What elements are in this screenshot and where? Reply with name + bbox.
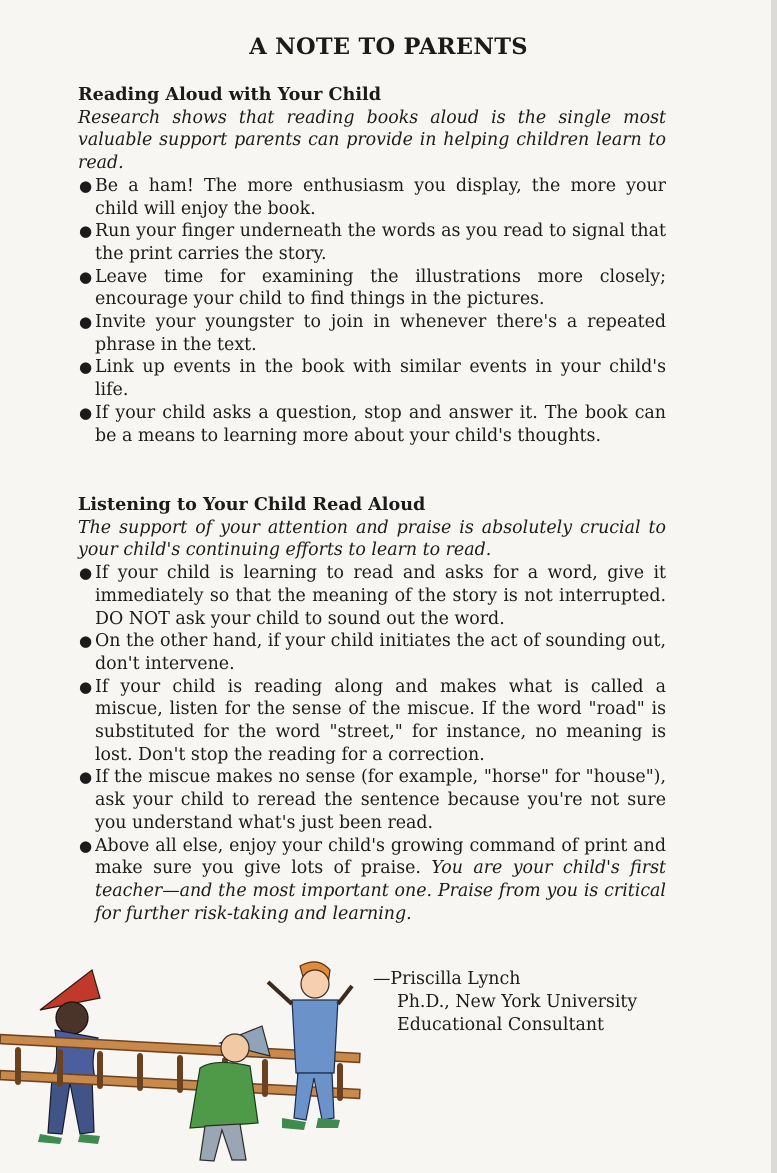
bullet-list bbox=[78, 175, 666, 447]
bullet-icon: ● bbox=[79, 403, 93, 422]
bullet-icon: ● bbox=[79, 677, 93, 696]
bullet-icon: ● bbox=[79, 313, 93, 332]
bullet-icon: ● bbox=[79, 222, 93, 241]
bullet-icon: ● bbox=[79, 176, 93, 195]
list-item: ● If your child is learning to read and asks for a word, give it immediately so that the meaning of the story is not interrupted. DO NOT ask your child to sound out the word. bbox=[79, 563, 666, 629]
children-carrying-ladder-illustration bbox=[0, 948, 380, 1173]
section-intro: The support of your attention and praise is absolutely crucial to your child's continuing efforts to learn to read. bbox=[78, 517, 666, 561]
section-reading-aloud bbox=[78, 84, 666, 447]
bullet-icon: ● bbox=[79, 632, 93, 651]
bullet-icon: ● bbox=[79, 768, 93, 787]
section-listening bbox=[78, 494, 666, 925]
list-item: ● Invite your youngster to join in whenever there's a repeated phrase in the text. bbox=[79, 312, 666, 355]
bullet-icon: ● bbox=[79, 564, 93, 583]
signature-role: Educational Consultant bbox=[397, 1015, 605, 1035]
list-item: ● Be a ham! The more enthusiasm you display, the more your child will enjoy the book. bbox=[79, 175, 666, 219]
bullet-icon: ● bbox=[79, 267, 93, 286]
section-heading: Reading Aloud with Your Child bbox=[78, 84, 381, 105]
section-intro: Research shows that reading books aloud is the single most valuable support parents can provide in helping children learn to read. bbox=[78, 107, 666, 174]
emphasis-text: You are your child's first teacher—and the most important one. Praise from you is critical for further risk-taking and learning. bbox=[95, 858, 666, 924]
signature-name: —Priscilla Lynch bbox=[373, 969, 521, 989]
list-item: ● If the miscue makes no sense (for example, "horse" for "house"), ask your child to reread the sentence because you're not sure you understand what's just been read. bbox=[79, 767, 666, 833]
section-heading: Listening to Your Child Read Aloud bbox=[78, 494, 426, 515]
list-item: ● Link up events in the book with similar events in your child's life. bbox=[79, 357, 666, 401]
list-item: ● Leave time for examining the illustrations more closely; encourage your child to find things in the pictures. bbox=[79, 266, 666, 310]
list-item: ● Run your finger underneath the words as you read to signal that the print carries the story. bbox=[79, 221, 666, 264]
signature-credential: Ph.D., New York University bbox=[397, 992, 638, 1012]
list-item: ● On the other hand, if your child initiates the act of sounding out, don't intervene. bbox=[79, 631, 666, 674]
list-item: ● Above all else, enjoy your child's growing command of print and make sure you give lots of praise. You are your child's first teacher—and the most important one. Praise from you is critical for further risk-taking and learning. bbox=[79, 835, 666, 924]
bullet-icon: ● bbox=[79, 358, 93, 377]
bullet-list bbox=[78, 562, 666, 925]
page-edge bbox=[771, 0, 777, 1173]
bullet-icon: ● bbox=[79, 836, 93, 855]
signature-block bbox=[373, 968, 637, 1037]
list-item: ● If your child asks a question, stop and answer it. The book can be a means to learning more about your child's thoughts. bbox=[79, 402, 666, 446]
page-title: A NOTE TO PARENTS bbox=[249, 34, 528, 60]
list-item: ● If your child is reading along and makes what is called a miscue, listen for the sense of the miscue. If the word "road" is substituted for the word "street," for instance, no meaning is lost. Don't stop the reading for a correction. bbox=[79, 676, 666, 765]
